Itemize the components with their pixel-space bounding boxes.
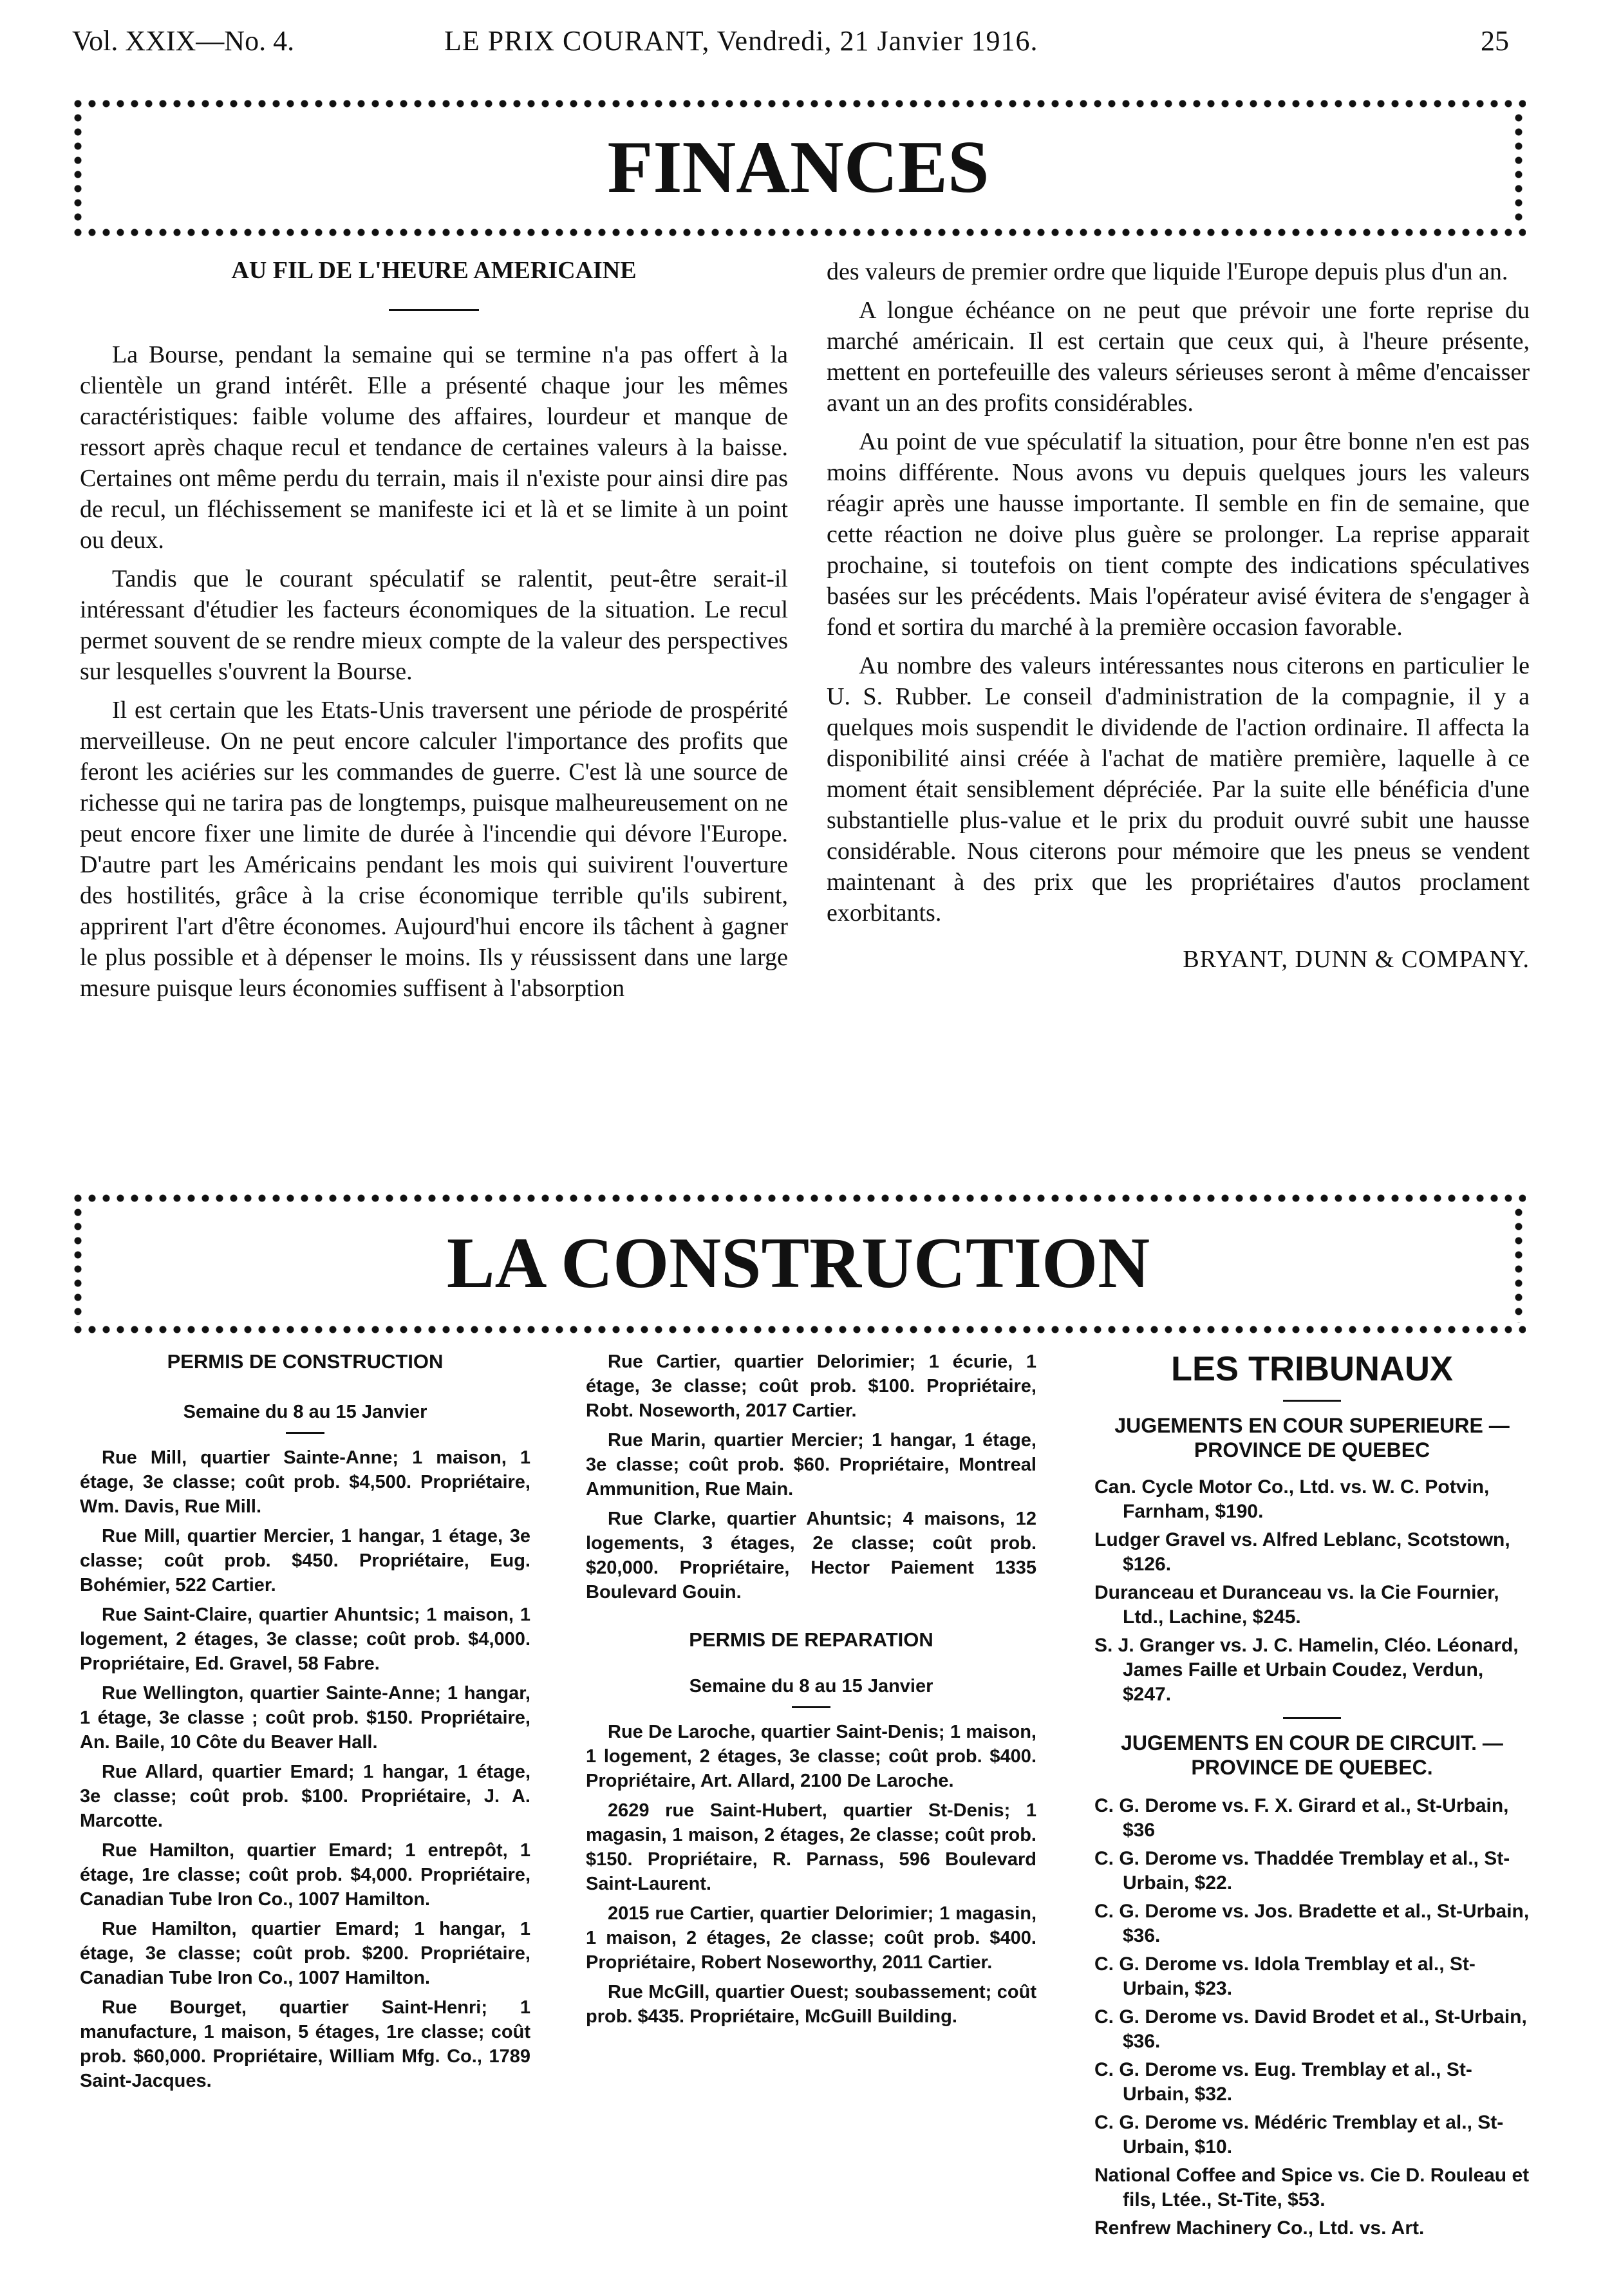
list-item: Rue Wellington, quartier Sainte-Anne; 1 hangar, 1 étage, 3e classe ; coût prob. $150. Propriétaire, An. Baile, 10 Côte du Beaver Hall. (80, 1683, 530, 1753)
permis-week: Semaine du 8 au 15 Janvier (183, 1402, 427, 1422)
section-rule (792, 1706, 830, 1708)
list-item: Rue Allard, quartier Emard; 1 hangar, 1 étage, 3e classe; coût prob. $100. Propriétaire, J. A. Marcotte. (80, 1762, 530, 1831)
tribunaux-column (1094, 1348, 1530, 2244)
list-item: C. G. Derome vs. Jos. Bradette et al., St-Urbain, $36. (1094, 1901, 1530, 1946)
list-item: Rue Hamilton, quartier Emard; 1 entrepôt, 1 étage, 1re classe; coût prob. $4,000. Propriétaire, Canadian Tube Iron Co., 1007 Hamilton. (80, 1840, 530, 1910)
cour-circuit-title: JUGEMENTS EN COUR DE CIRCUIT. — PROVINCE DE QUEBEC. (1121, 1731, 1503, 1779)
list-item: Duranceau et Duranceau vs. la Cie Fournier, Ltd., Lachine, $245. (1094, 1582, 1499, 1628)
list-item: S. J. Granger vs. J. C. Hamelin, Cléo. Léonard, James Faille et Urbain Coudez, Verdun, $247. (1094, 1635, 1519, 1705)
list-item: C. G. Derome vs. F. X. Girard et al., St-Urbain, $36 (1094, 1795, 1509, 1841)
list-item: Rue Saint-Claire, quartier Ahuntsic; 1 maison, 1 logement, 2 étages, 3e classe; coût prob. $4,000. Propriétaire, Ed. Gravel, 58 Fabre. (80, 1604, 530, 1674)
paragraph: La Bourse, pendant la semaine qui se termine n'a pas offert à la clientèle un grand intérêt. Elle a présenté chaque jour les mêmes caractéristiques: faible volume des affaires, lourdeur et manque de ressort après chaque recul et tendance de certaines valeurs à la baisse. Certaines ont même perdu du terrain, mais il n'existe pour ainsi dire pas de recul, un fléchissement se manifeste ici et là et se limite à un point ou deux. (80, 341, 788, 554)
construction-left-border (71, 1205, 85, 1322)
list-item: C. G. Derome vs. Idola Tremblay et al., St-Urbain, $23. (1094, 1953, 1476, 1999)
finances-subtitle: AU FIL DE L'HEURE AMERICAINE (231, 257, 637, 284)
permis-column-1 (80, 1350, 530, 2098)
cour-superieure-title: JUGEMENTS EN COUR SUPERIEURE — PROVINCE DE QUEBEC (1114, 1414, 1510, 1462)
finances-right-border (1512, 111, 1526, 225)
list-item: Rue Clarke, quartier Ahuntsic; 4 maisons, 12 logements, 3 étages, 2e classe; coût prob. $20,000. Propriétaire, Hector Paiement 1335 Boulevard Gouin. (586, 1509, 1036, 1603)
finances-left-border (71, 111, 85, 225)
list-item: Can. Cycle Motor Co., Ltd. vs. W. C. Potvin, Farnham, $190. (1094, 1476, 1490, 1522)
finances-right-column (827, 256, 1530, 975)
paragraph: A longue échéance on ne peut que prévoir une forte reprise du marché américain. Il est certain que ceux qui, à l'heure présente, mettent en portefeuille des valeurs sérieuses seront à même d'encaisser avant un an des profits considérables. (827, 297, 1530, 417)
finances-bottom-border (71, 225, 1526, 240)
list-item: Rue McGill, quartier Ouest; soubassement; coût prob. $435. Propriétaire, McGuill Building. (586, 1982, 1036, 2027)
list-item: 2629 rue Saint-Hubert, quartier St-Denis; 1 magasin, 1 maison, 2 étages, 2e classe; coût prob. $150. Propriétaire, R. Parnass, 596 Boulevard Saint-Laurent. (586, 1800, 1036, 1894)
signature: BRYANT, DUNN & COMPANY. (1183, 946, 1530, 973)
list-item: C. G. Derome vs. David Brodet et al., St-Urbain, $36. (1094, 2006, 1527, 2052)
finances-banner: FINANCES (607, 126, 989, 209)
list-item: 2015 rue Cartier, quartier Delorimier; 1 magasin, 1 maison, 2 étages, 2e classe; coût prob. $400. Propriétaire, Robert Noseworthy, 2011 Cartier. (586, 1903, 1036, 1973)
reparation-title: PERMIS DE REPARATION (689, 1628, 933, 1651)
finances-left-column (80, 255, 788, 1012)
section-rule (286, 1432, 324, 1434)
list-item: Rue Mill, quartier Mercier, 1 hangar, 1 étage, 3e classe; coût prob. $450. Propriétaire, Eug. Bohémier, 522 Cartier. (80, 1526, 530, 1595)
list-item: Rue Bourget, quartier Saint-Henri; 1 manufacture, 1 maison, 5 étages, 1re classe; coût prob. $60,000. Propriétaire, William Mfg. Co., 1789 Saint-Jacques. (80, 1997, 530, 2091)
subtitle-rule (389, 309, 479, 311)
permis-column-2 (586, 1350, 1036, 2034)
section-rule (1283, 1717, 1341, 1719)
list-item: National Coffee and Spice vs. Cie D. Rouleau et fils, Ltée., St-Tite, $53. (1094, 2165, 1530, 2210)
list-item: C. G. Derome vs. Thaddée Tremblay et al., St-Urbain, $22. (1094, 1848, 1510, 1894)
tribunaux-title: LES TRIBUNAUX (1170, 1350, 1453, 1388)
paragraph: Il est certain que les Etats-Unis traversent une période de prospérité merveilleuse. On ne peut encore calculer l'importance des profits que feront les aciéries sur les commandes de guerre. C'est là une source de richesse qui ne tarira pas de longtemps, puisque malheureusement on ne peut encore fixer une limite de durée à l'incendie qui dévore l'Europe. D'autre part les Américains pendant les mois qui suivirent l'ouverture des hostilités, grâce à la crise économique terrible qu'ils subirent, apprirent l'art d'être économes. Aujourd'hui encore ils tâchent à gagner le plus possible et à dépenser le moins. Ils y réussissent dans une large mesure puisque leurs économies suffisent à l'absorption (80, 697, 788, 1002)
paragraph: Tandis que le courant spéculatif se ralentit, peut-être serait-il intéressant d'étudier les facteurs économiques de la situation. Le recul permet souvent de se rendre mieux compte de la valeur des perspectives sur lesquelles s'ouvrent la Bourse. (80, 565, 788, 685)
publication-title: LE PRIX COURANT, Vendredi, 21 Janvier 1916. (444, 25, 1038, 57)
construction-banner: LA CONSTRUCTION (446, 1223, 1150, 1303)
list-item: Renfrew Machinery Co., Ltd. vs. Art. (1094, 2217, 1425, 2239)
permis-title: PERMIS DE CONSTRUCTION (167, 1350, 444, 1373)
list-item: Rue De Laroche, quartier Saint-Denis; 1 maison, 1 logement, 2 étages, 3e classe; coût prob. $400. Propriétaire, Art. Allard, 2100 De Laroche. (586, 1722, 1036, 1791)
page-number: 25 (1481, 25, 1509, 57)
construction-bottom-border (71, 1322, 1526, 1337)
list-item: Ludger Gravel vs. Alfred Leblanc, Scotstown, $126. (1094, 1529, 1510, 1575)
paragraph: Au nombre des valeurs intéressantes nous citerons en particulier le U. S. Rubber. Le conseil d'administration de la compagnie, il y a quelques mois suspendit le dividende de l'action ordinaire. Il affecta la disponibilité ainsi créée à l'achat de matière première, laquelle à ce moment était sensiblement dépréciée. Par la suite elle bénéficia d'une substantielle plus-value et le prix du produit ouvré subit une hausse considérable. Nous citerons pour mémoire que les pneus se vendent maintenant à des prix que les propriétaires d'autos proclament exorbitants. (827, 652, 1530, 927)
volume-number: Vol. XXIX—No. 4. (72, 25, 295, 57)
reparation-week: Semaine du 8 au 15 Janvier (689, 1676, 933, 1697)
construction-top-border (71, 1191, 1526, 1205)
construction-right-border (1512, 1205, 1526, 1322)
paragraph: Au point de vue spéculatif la situation, pour être bonne n'en est pas moins différente. Nous avons vu depuis quelques jours les valeurs réagir après une hausse importante. Il semble en fin de semaine, que cette réaction ne doive plus guère se prolonger. La reprise apparait prochaine, si toutefois on tient compte des indications spéculatives basées sur les précédents. Mais l'opérateur avisé évitera de s'engager à fond et sortira du marché à la première occasion favorable. (827, 428, 1530, 641)
list-item: C. G. Derome vs. Eug. Tremblay et al., St-Urbain, $32. (1094, 2059, 1472, 2105)
list-item: Rue Mill, quartier Sainte-Anne; 1 maison, 1 étage, 3e classe; coût prob. $4,500. Propriétaire, Wm. Davis, Rue Mill. (80, 1447, 530, 1517)
list-item: C. G. Derome vs. Médéric Tremblay et al., St-Urbain, $10. (1094, 2112, 1504, 2158)
list-item: Rue Marin, quartier Mercier; 1 hangar, 1 étage, 3e classe; coût prob. $60. Propriétaire, Montreal Ammunition, Rue Main. (586, 1430, 1036, 1500)
finances-top-border (71, 97, 1526, 111)
paragraph: des valeurs de premier ordre que liquide l'Europe depuis plus d'un an. (827, 258, 1508, 285)
list-item: Rue Hamilton, quartier Emard; 1 hangar, 1 étage, 3e classe; coût prob. $200. Propriétaire, Canadian Tube Iron Co., 1007 Hamilton. (80, 1919, 530, 1988)
section-rule (1283, 1400, 1341, 1402)
list-item: Rue Cartier, quartier Delorimier; 1 écurie, 1 étage, 3e classe; coût prob. $100. Propriétaire, Robt. Noseworth, 2017 Cartier. (586, 1351, 1036, 1421)
